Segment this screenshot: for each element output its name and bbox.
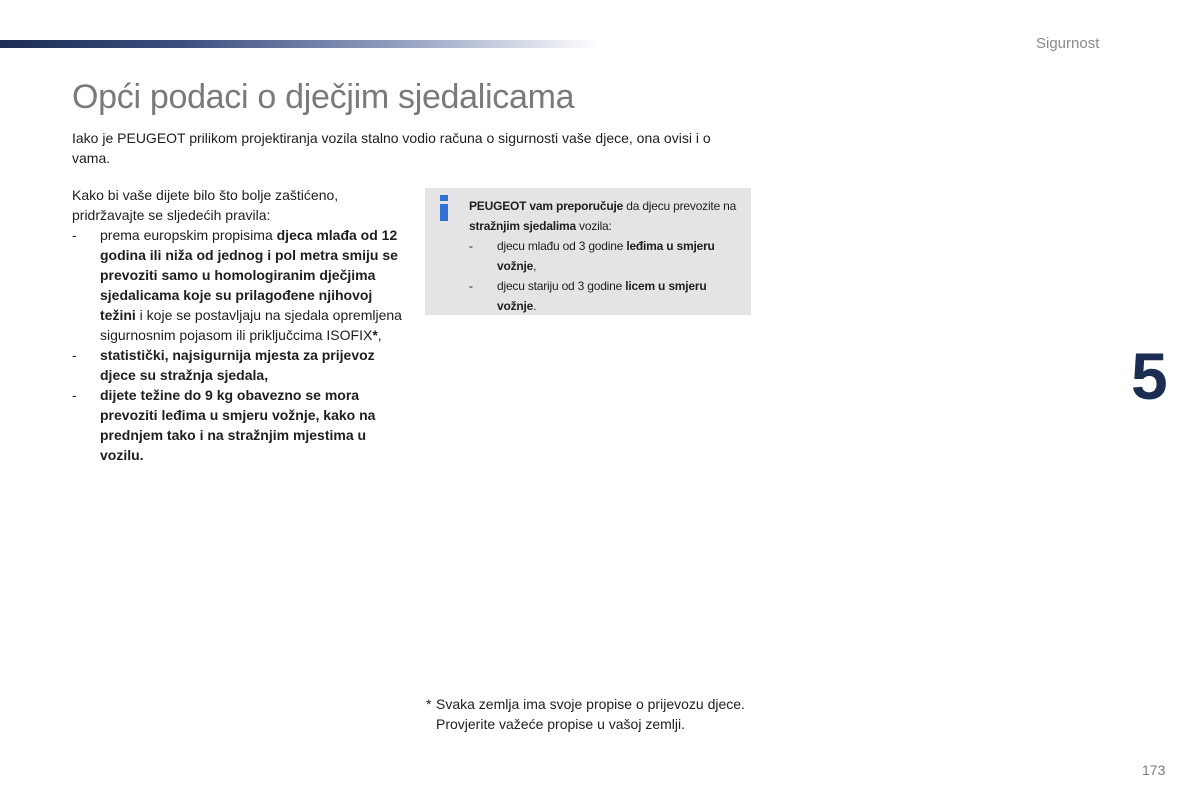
info-text: djecu stariju od 3 godine xyxy=(497,279,626,293)
page-number: 173 xyxy=(1142,762,1166,778)
rule-text-bold: dijete težine do 9 kg obavezno se mora prevoziti leđima u smjeru vožnje, kako na prednjem tako i na stražnjim mjestima u vozilu. xyxy=(100,387,376,463)
rule-item xyxy=(72,385,402,465)
info-text: vozila: xyxy=(575,219,612,233)
info-text-bold: PEUGEOT vam preporučuje xyxy=(469,199,624,213)
info-icon xyxy=(438,195,450,221)
rule-text: prema europskim propisima xyxy=(100,227,277,243)
rule-text: i koje se postavljaju na sjedala opremljena sigurnosnim pojasom ili priključcima ISOFIX xyxy=(100,307,402,343)
info-text: da djecu prevozite na xyxy=(623,199,737,213)
info-text-bold: leđima u smjeru vožnje xyxy=(497,239,715,273)
intro-paragraph: Iako je PEUGEOT prilikom projektiranja vozila stalno vodio računa o sigurnosti vaše djece, ona ovisi i o vama. xyxy=(72,130,711,166)
list-dash: - xyxy=(72,347,77,363)
info-text: , xyxy=(533,259,537,273)
rules-list xyxy=(72,225,402,465)
rule-item xyxy=(72,225,402,345)
info-list xyxy=(469,236,737,316)
info-box xyxy=(425,188,751,315)
footnote-text: Svaka zemlja ima svoje propise o prijevozu djece. Provjerite važeće propise u vašoj zemlji. xyxy=(436,696,745,732)
info-text-bold: licem u smjeru vožnje xyxy=(497,279,707,313)
list-dash: - xyxy=(469,279,473,293)
rule-text-bold: djeca mlađa od 12 godina ili niža od jednog i pol metra smiju se prevoziti samo u homologiranim dječjima sjedalicama koje su prilagođene njihovoj težini xyxy=(100,227,398,323)
info-list-item xyxy=(469,236,737,276)
info-list-item xyxy=(469,276,737,316)
chapter-number: 5 xyxy=(1131,339,1168,413)
rule-text: , xyxy=(377,327,382,343)
footnote-star: * xyxy=(426,696,432,712)
rules-lead: Kako bi vaše dijete bilo što bolje zaštićeno, pridržavajte se sljedećih pravila: xyxy=(72,187,339,223)
page-title: Opći podaci o dječjim sjedalicama xyxy=(72,78,575,116)
info-text-bold: stražnjim sjedalima xyxy=(469,219,576,233)
safety-rules-column xyxy=(72,185,402,465)
footnote-marker: * xyxy=(372,327,378,343)
list-dash: - xyxy=(72,387,77,403)
info-text: . xyxy=(533,299,537,313)
list-dash: - xyxy=(469,239,473,253)
header-gradient-bar xyxy=(0,40,600,48)
list-dash: - xyxy=(72,227,77,243)
rule-text-bold: statistički, najsigurnija mjesta za prijevoz djece su stražnja sjedala, xyxy=(100,347,375,383)
rule-item xyxy=(72,345,402,385)
section-header: Sigurnost xyxy=(1036,35,1100,52)
footnote xyxy=(426,694,756,734)
info-recommendation xyxy=(469,196,737,236)
info-text: djecu mlađu od 3 godine xyxy=(497,239,627,253)
